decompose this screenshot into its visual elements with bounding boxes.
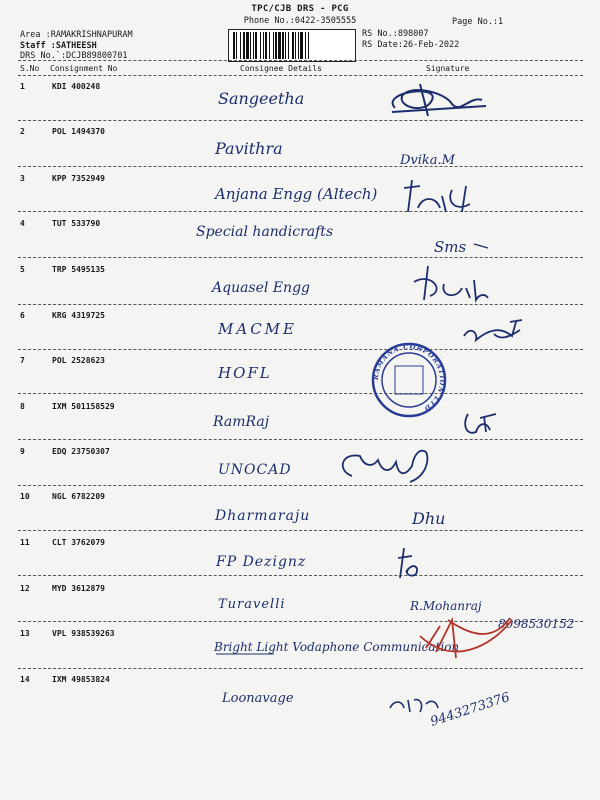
row-divider [18, 668, 583, 669]
barcode-bar [288, 32, 289, 59]
barcode-bar [255, 32, 257, 59]
row-consignment: TRP 5495135 [52, 265, 105, 274]
barcode-bar [250, 32, 251, 59]
row-sno: 1 [20, 82, 25, 91]
barcode-bar [236, 32, 237, 59]
consignee-name: Loonavage [222, 691, 294, 706]
barcode-bar [263, 32, 264, 59]
rs-number: RS No.:898007 [362, 29, 429, 39]
signature-tail [474, 244, 488, 248]
consignee-name: Anjana Engg (Altech) [215, 185, 378, 203]
row-consignment: NGL 6782209 [52, 492, 105, 501]
barcode-bar [295, 32, 296, 59]
row-divider [18, 485, 583, 486]
row-consignment: IXM 501158529 [52, 402, 115, 411]
row-consignment: POL 2528623 [52, 356, 105, 365]
barcode-bar [246, 32, 249, 59]
row-sno: 8 [20, 402, 25, 411]
column-sno: S.No [20, 64, 40, 73]
row-sno: 7 [20, 356, 25, 365]
consignee-name: MACME [218, 320, 297, 338]
divider [18, 60, 583, 61]
row-divider [18, 120, 583, 121]
row-consignment: MYD 3612879 [52, 584, 105, 593]
row-divider [18, 439, 583, 440]
page-number: Page No.:1 [452, 17, 504, 27]
row-sno: 12 [20, 584, 30, 593]
barcode [228, 29, 356, 62]
barcode-bar [269, 32, 270, 59]
signature-scribble [404, 180, 470, 212]
row-divider [18, 304, 583, 305]
row-divider [18, 393, 583, 394]
barcode-bar [308, 32, 309, 59]
barcode-bar [292, 32, 294, 59]
row-consignment: KPP 7352949 [52, 174, 105, 183]
staff-label: Staff :SATHEESH [20, 40, 97, 51]
column-signature: Signature [426, 64, 470, 73]
row-consignment: VPL 938539263 [52, 629, 115, 638]
row-sno: 11 [20, 538, 30, 547]
phone-handwritten: 9443273376 [428, 689, 512, 730]
signature-scribble [398, 548, 417, 578]
signature-text: R.Mohanraj [410, 599, 482, 613]
signature-scribble [465, 414, 496, 433]
row-consignment: KDI 400248 [52, 82, 101, 91]
barcode-bar [282, 32, 284, 59]
row-consignment: TUT 533790 [52, 219, 101, 228]
consignee-name: Bright Light Vodaphone Communication [214, 640, 460, 654]
signature-scribble [390, 700, 438, 712]
consignee-name: HOFL [218, 364, 272, 382]
barcode-bar [285, 32, 286, 59]
row-sno: 10 [20, 492, 30, 501]
row-sno: 5 [20, 265, 25, 274]
red-signature [420, 618, 512, 658]
row-divider [18, 349, 583, 350]
barcode-bar [265, 32, 267, 59]
stamp-inner-ring [382, 353, 436, 407]
header-right [362, 29, 459, 50]
consignee-name: Pavithra [215, 139, 283, 158]
signature-scribble [464, 320, 522, 340]
row-divider [18, 530, 583, 531]
drs-number: DRS No.`:DCJB89800701 [20, 51, 128, 61]
signature-scribble [392, 84, 486, 116]
company-stamp [372, 343, 446, 416]
stamp-text: RAMANA CORPORATION LTD [371, 342, 447, 413]
barcode-bar [278, 32, 281, 59]
signature-scribble [343, 451, 428, 482]
column-consignment: Consignment No [50, 64, 118, 73]
barcode-bar [275, 32, 277, 59]
barcode-bar [300, 32, 303, 59]
row-divider [18, 166, 583, 167]
row-sno: 9 [20, 447, 25, 456]
barcode-bar [233, 32, 235, 59]
row-divider [18, 621, 583, 622]
row-divider [18, 257, 583, 258]
row-divider [18, 575, 583, 576]
consignee-name: RamRaj [213, 414, 270, 430]
row-consignment: IXM 49853824 [52, 675, 110, 684]
row-sno: 6 [20, 311, 25, 320]
signature-scribble [414, 266, 488, 300]
row-consignment: KRG 4319725 [52, 311, 105, 320]
row-divider [18, 211, 583, 212]
barcode-bar [243, 32, 245, 59]
signature-text: Sms [434, 238, 467, 256]
consignee-name: UNOCAD [218, 462, 292, 478]
row-consignment: POL 1494370 [52, 127, 105, 136]
consignee-name: Sangeetha [218, 89, 305, 108]
area-label: Area :RAMAKRISHNAPURAM [20, 30, 133, 40]
signature-text: Dhu [412, 509, 446, 528]
phone-number: Phone No.:0422-3505555 [243, 16, 357, 26]
barcode-bar [253, 32, 254, 59]
barcode-bar [260, 32, 261, 59]
barcode-bar [298, 32, 299, 59]
row-sno: 2 [20, 127, 25, 136]
consignee-name: FP Dezignz [216, 554, 307, 570]
barcode-bar [273, 32, 274, 59]
consignee-name: Aquasel Engg [212, 280, 310, 296]
stamp-center-mark [395, 366, 423, 394]
row-consignment: EDQ 23750307 [52, 447, 110, 456]
row-sno: 14 [20, 675, 30, 684]
row-sno: 3 [20, 174, 25, 183]
signature-text: Dvika.M [400, 153, 455, 168]
consignee-name: Dharmaraju [215, 508, 311, 524]
barcode-bar [240, 32, 241, 59]
barcode-bar [305, 32, 306, 59]
consignee-name: Special handicrafts [196, 224, 334, 240]
column-consignee: Consignee Details [240, 64, 322, 73]
row-sno: 4 [20, 219, 25, 228]
rs-date: RS Date:26-Feb-2022 [362, 39, 460, 50]
document-title: TPC/CJB DRS - PCG [251, 4, 349, 14]
header-left [20, 30, 133, 62]
stamp-outer-ring [373, 344, 445, 416]
divider [18, 75, 583, 76]
consignee-name: Turavelli [218, 597, 286, 612]
row-sno: 13 [20, 629, 30, 638]
phone-handwritten: 8098530152 [498, 617, 575, 631]
row-consignment: CLT 3762079 [52, 538, 105, 547]
